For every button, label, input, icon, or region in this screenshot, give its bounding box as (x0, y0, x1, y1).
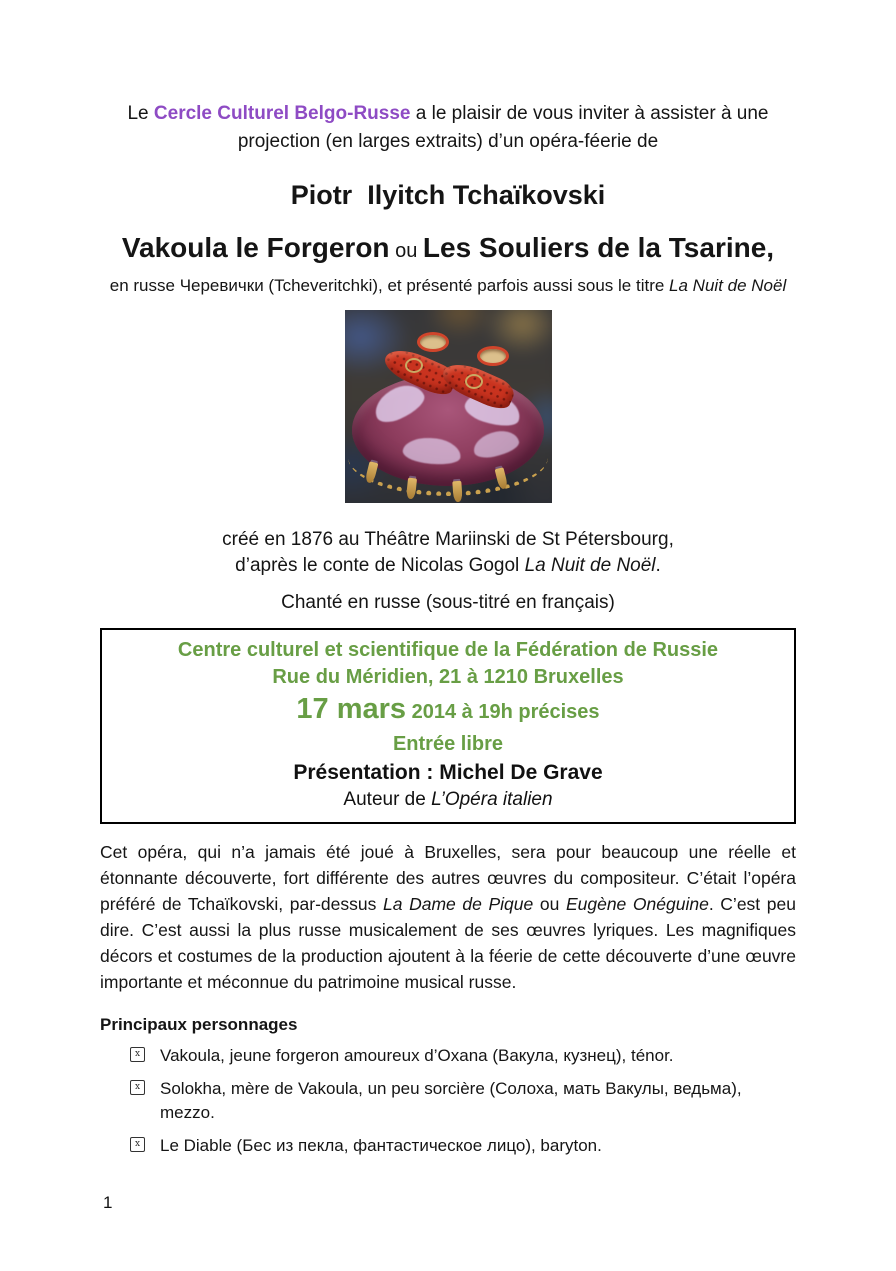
document-page (100, 0, 796, 1158)
opera-ref-1: La Dame de Pique (382, 894, 534, 914)
description-part2: ou (533, 894, 566, 914)
subtitle-text: en russe Черевички (Tcheveritchki), et présenté parfois aussi sous le titre (109, 276, 670, 295)
tsarina-slippers-photo (345, 310, 552, 503)
author-prefix: Auteur de (343, 789, 432, 810)
event-date (106, 691, 790, 731)
admission-note: Entrée libre (392, 733, 504, 755)
author-book-title: L’Opéra italien (431, 789, 553, 810)
list-bullet-icon: x (130, 1047, 145, 1062)
character-diable: Le Diable (Бес из пекла, фантастическое лицо), baryton. (160, 1136, 602, 1155)
presenter-credit (106, 787, 790, 813)
venue-name: Centre culturel et scientifique de la Fédération de Russie (177, 639, 719, 661)
presenter-line: Présentation : Michel De Grave (293, 761, 603, 784)
opera-title-connector: ou (389, 240, 423, 262)
description-part1: Cet opéra, qui n’a jamais été joué à Bruxelles, sera pour beaucoup une réelle et étonnante découverte, fort différente des autres œuvres du compositeur. C’était l’opéra préféré de Tchaïkovski, par-dessus (100, 842, 796, 914)
characters-list (100, 1044, 796, 1158)
opera-title-part2: Les Souliers de la Tsarine, (422, 232, 775, 263)
creation-line2-suffix: . (655, 555, 661, 576)
creation-story-title: La Nuit de Noël (524, 555, 656, 576)
subtitle-alt-title: La Nuit de Noël (669, 276, 787, 295)
language-note: Chanté en russe (sous-titré en français) (281, 592, 615, 613)
opera-description-paragraph (100, 839, 796, 995)
page-number: 1 (103, 1193, 113, 1212)
russian-subtitle (100, 274, 796, 297)
creation-line1: créé en 1876 au Théâtre Mariinski de St Pétersbourg, (222, 529, 674, 550)
club-name: Cercle Culturel Belgo-Russe (153, 103, 411, 124)
gold-fringe (348, 418, 548, 496)
event-details-box (100, 628, 796, 824)
character-solokha: Solokha, mère de Vakoula, un peu sorcière (Солоха, мать Вакулы, ведьма), mezzo. (160, 1079, 742, 1122)
list-bullet-icon: x (130, 1137, 145, 1152)
invitation-prefix: Le (127, 103, 154, 124)
list-item (100, 1077, 796, 1125)
event-date-time: 2014 à 19h précises (406, 701, 600, 723)
creation-note (100, 527, 796, 579)
opera-title-part1: Vakoula le Forgeron (121, 232, 390, 263)
invitation-paragraph (100, 100, 796, 156)
list-item (100, 1134, 796, 1158)
event-date-day: 17 mars (296, 693, 407, 725)
venue-address: Rue du Méridien, 21 à 1210 Bruxelles (272, 666, 624, 688)
description-part3: . C’est peu dire. C’est aussi la plus russe musicalement de ses œuvres lyriques. Les magnifiques décors et costumes de la production ajoutent à la féerie de cette découverte d’une œuvre importante et méconnue du patrimoine musical russe. (100, 894, 796, 992)
character-vakoula: Vakoula, jeune forgeron amoureux d’Oxana (Вакула, кузнец), ténor. (160, 1046, 674, 1065)
invitation-suffix: a le plaisir de vous inviter à assister à une projection (en larges extraits) d’un opéra-féerie de (237, 103, 769, 152)
opera-ref-2: Eugène Onéguine (565, 894, 709, 914)
characters-heading: Principaux personnages (100, 1015, 298, 1034)
opera-title-heading (100, 230, 796, 269)
list-bullet-icon: x (130, 1080, 145, 1095)
creation-line2-prefix: d’après le conte de Nicolas Gogol (235, 555, 525, 576)
composer-heading: Piotr Ilyitch Tchaïkovski (290, 180, 606, 210)
list-item (100, 1044, 796, 1068)
